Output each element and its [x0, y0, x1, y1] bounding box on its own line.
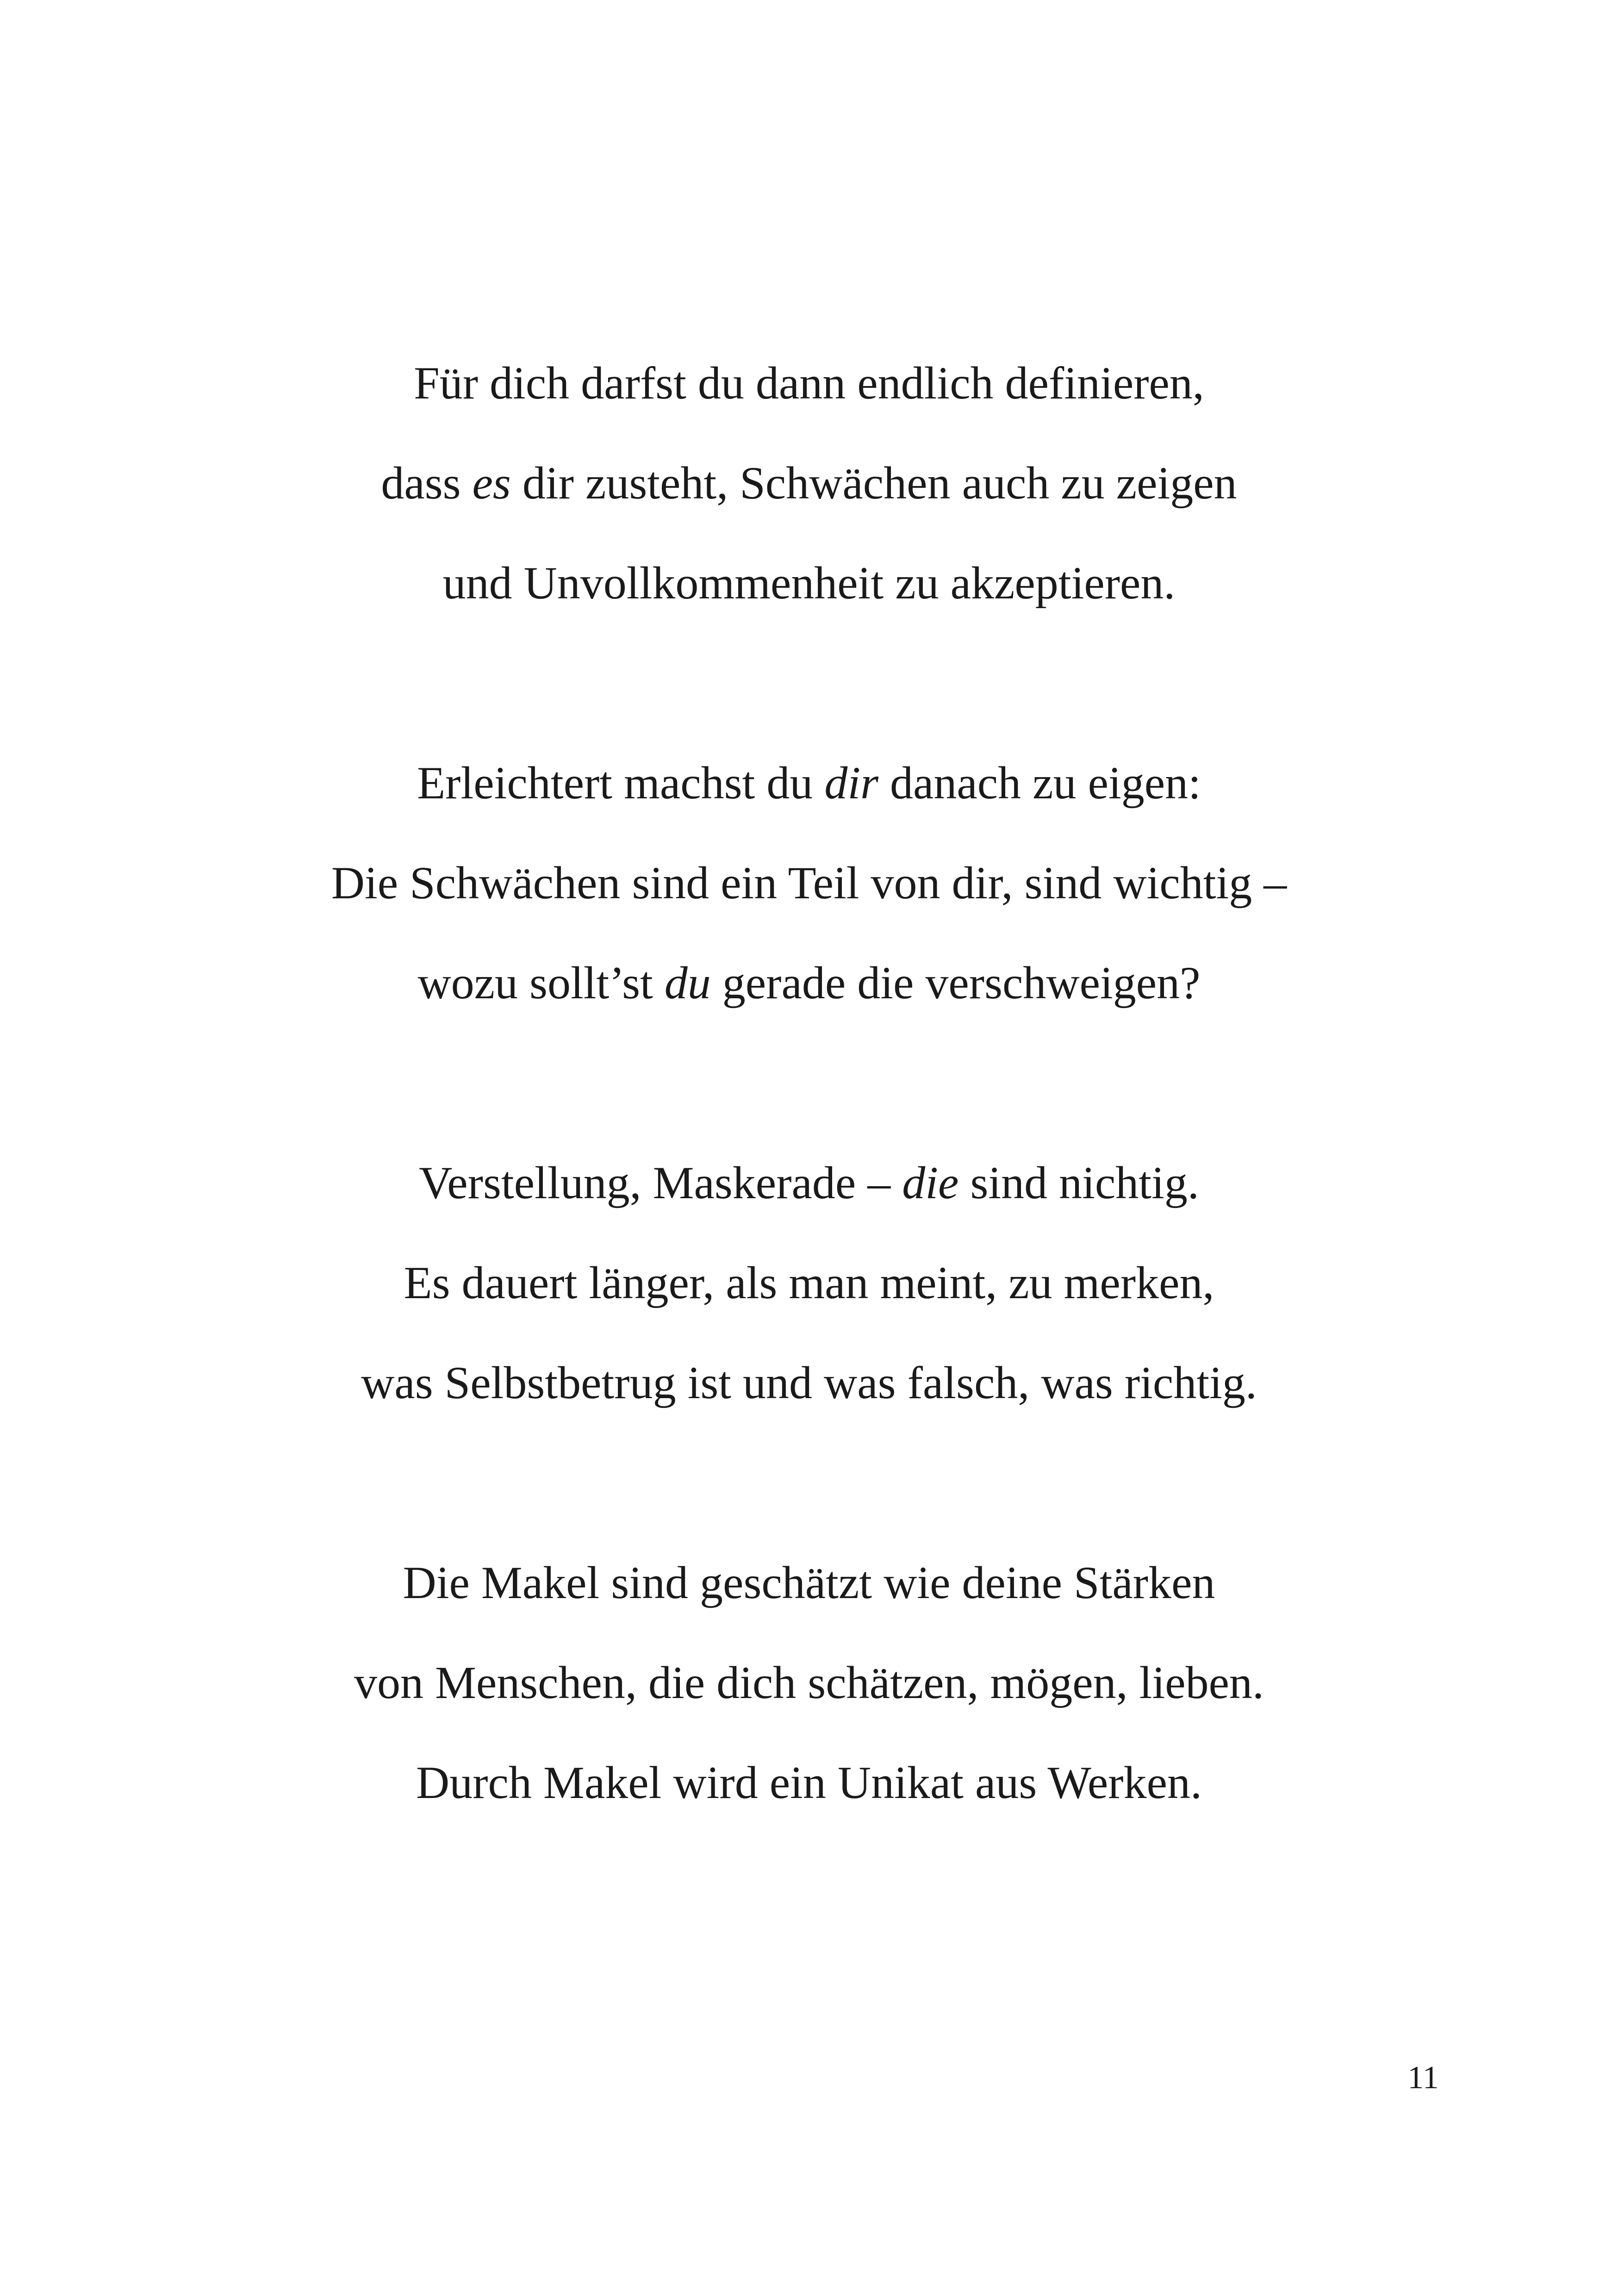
poem-line: Erleichtert machst du dir danach zu eigen: — [417, 757, 1201, 809]
poem-line: und Unvollkommenheit zu akzeptieren. — [442, 557, 1176, 609]
poem-line: Es dauert länger, als man meint, zu merken, — [404, 1257, 1214, 1308]
emphasis: die — [902, 1157, 959, 1208]
emphasis: es — [472, 457, 511, 509]
emphasis: dir — [824, 757, 879, 809]
stanza — [0, 1533, 1618, 1833]
poem-line: Durch Makel wird ein Unikat aus Werken. — [416, 1757, 1202, 1808]
poem-line: von Menschen, die dich schätzen, mögen, lieben. — [354, 1657, 1264, 1708]
poem-line: Die Makel sind geschätzt wie deine Stärken — [403, 1557, 1215, 1608]
poem-line: Für dich darfst du dann endlich definieren, — [414, 357, 1204, 409]
poem-line: Die Schwächen sind ein Teil von dir, sind wichtig – — [331, 857, 1287, 908]
poem-line: wozu sollt’st du gerade die verschweigen? — [417, 957, 1201, 1008]
stanza — [0, 333, 1618, 633]
page-number: 11 — [1407, 2060, 1439, 2096]
stanza — [0, 1133, 1618, 1433]
poem-line: Verstellung, Maskerade – die sind nichtig. — [419, 1157, 1199, 1208]
poem-line: was Selbstbetrug ist und was falsch, was richtig. — [361, 1357, 1257, 1408]
emphasis: du — [664, 957, 711, 1008]
stanza — [0, 733, 1618, 1033]
poem — [0, 333, 1618, 1833]
poem-line: dass es dir zusteht, Schwächen auch zu zeigen — [381, 457, 1237, 509]
